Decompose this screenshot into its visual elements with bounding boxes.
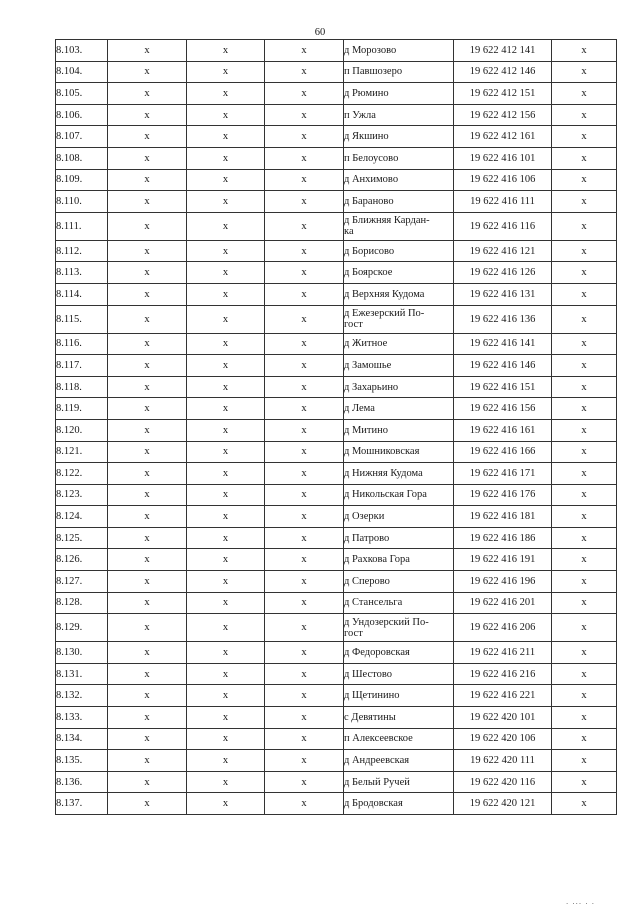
- oktmo-code-cell: 19 622 416 146: [454, 355, 552, 377]
- column-4-cell: x: [265, 614, 344, 642]
- column-4-cell: x: [265, 549, 344, 571]
- column-7-cell: x: [552, 728, 617, 750]
- settlement-name-cell: д Озерки: [344, 506, 454, 528]
- column-2-cell: x: [108, 592, 187, 614]
- table-row: [56, 484, 617, 506]
- column-2-cell: x: [108, 707, 187, 729]
- column-7-cell: x: [552, 355, 617, 377]
- oktmo-code-cell: 19 622 416 196: [454, 571, 552, 593]
- oktmo-code-cell: 19 622 420 116: [454, 771, 552, 793]
- table-row: [56, 240, 617, 262]
- table-row: [56, 355, 617, 377]
- row-number-cell: 8.109.: [56, 169, 108, 191]
- column-3-cell: x: [187, 685, 265, 707]
- column-2-cell: x: [108, 169, 187, 191]
- settlement-name-cell: д Анхимово: [344, 169, 454, 191]
- table-row: [56, 549, 617, 571]
- column-4-cell: x: [265, 355, 344, 377]
- column-2-cell: x: [108, 750, 187, 772]
- row-number-cell: 8.117.: [56, 355, 108, 377]
- column-3-cell: x: [187, 398, 265, 420]
- column-4-cell: x: [265, 771, 344, 793]
- table-row: [56, 527, 617, 549]
- column-4-cell: x: [265, 484, 344, 506]
- table-row: [56, 750, 617, 772]
- table-row: [56, 419, 617, 441]
- settlement-name-cell: д Патрово: [344, 527, 454, 549]
- row-number-cell: 8.126.: [56, 549, 108, 571]
- column-7-cell: x: [552, 212, 617, 240]
- column-4-cell: x: [265, 305, 344, 333]
- settlement-name-cell: д Рюмино: [344, 83, 454, 105]
- column-7-cell: x: [552, 527, 617, 549]
- column-2-cell: x: [108, 104, 187, 126]
- settlement-name-cell: д Замошье: [344, 355, 454, 377]
- column-4-cell: x: [265, 793, 344, 815]
- scan-artifact-dots: . ... . .: [566, 897, 596, 906]
- column-3-cell: x: [187, 376, 265, 398]
- column-7-cell: x: [552, 463, 617, 485]
- oktmo-code-cell: 19 622 420 101: [454, 707, 552, 729]
- oktmo-code-cell: 19 622 416 101: [454, 147, 552, 169]
- table-row: [56, 61, 617, 83]
- settlement-name-cell: д Верхняя Кудома: [344, 283, 454, 305]
- oktmo-code-cell: 19 622 416 141: [454, 333, 552, 355]
- column-2-cell: x: [108, 283, 187, 305]
- column-7-cell: x: [552, 441, 617, 463]
- settlement-name-cell: д Ундозерский По- гост: [344, 614, 454, 642]
- oktmo-code-cell: 19 622 416 211: [454, 642, 552, 664]
- column-4-cell: x: [265, 40, 344, 62]
- column-3-cell: x: [187, 728, 265, 750]
- row-number-cell: 8.114.: [56, 283, 108, 305]
- settlement-name-cell: д Никольская Гора: [344, 484, 454, 506]
- column-2-cell: x: [108, 262, 187, 284]
- column-4-cell: x: [265, 527, 344, 549]
- oktmo-code-cell: 19 622 416 221: [454, 685, 552, 707]
- column-2-cell: x: [108, 147, 187, 169]
- column-4-cell: x: [265, 333, 344, 355]
- column-4-cell: x: [265, 506, 344, 528]
- row-number-cell: 8.110.: [56, 191, 108, 213]
- column-2-cell: x: [108, 398, 187, 420]
- column-4-cell: x: [265, 83, 344, 105]
- settlement-name-cell: д Морозово: [344, 40, 454, 62]
- table-row: [56, 169, 617, 191]
- column-3-cell: x: [187, 663, 265, 685]
- column-3-cell: x: [187, 592, 265, 614]
- settlement-name-cell: д Бараново: [344, 191, 454, 213]
- oktmo-code-cell: 19 622 412 156: [454, 104, 552, 126]
- column-7-cell: x: [552, 169, 617, 191]
- column-2-cell: x: [108, 212, 187, 240]
- column-7-cell: x: [552, 549, 617, 571]
- column-7-cell: x: [552, 750, 617, 772]
- oktmo-code-cell: 19 622 416 111: [454, 191, 552, 213]
- settlement-name-cell: п Павшозеро: [344, 61, 454, 83]
- row-number-cell: 8.131.: [56, 663, 108, 685]
- column-7-cell: x: [552, 419, 617, 441]
- table-row: [56, 642, 617, 664]
- column-4-cell: x: [265, 728, 344, 750]
- row-number-cell: 8.107.: [56, 126, 108, 148]
- row-number-cell: 8.113.: [56, 262, 108, 284]
- column-3-cell: x: [187, 305, 265, 333]
- column-7-cell: x: [552, 707, 617, 729]
- oktmo-code-cell: 19 622 416 131: [454, 283, 552, 305]
- row-number-cell: 8.136.: [56, 771, 108, 793]
- row-number-cell: 8.119.: [56, 398, 108, 420]
- column-7-cell: x: [552, 240, 617, 262]
- row-number-cell: 8.124.: [56, 506, 108, 528]
- settlement-name-cell: д Борисово: [344, 240, 454, 262]
- column-3-cell: x: [187, 793, 265, 815]
- settlement-name-cell: д Федоровская: [344, 642, 454, 664]
- column-2-cell: x: [108, 642, 187, 664]
- oktmo-code-cell: 19 622 416 206: [454, 614, 552, 642]
- oktmo-code-cell: 19 622 416 176: [454, 484, 552, 506]
- table-row: [56, 663, 617, 685]
- column-2-cell: x: [108, 506, 187, 528]
- row-number-cell: 8.134.: [56, 728, 108, 750]
- table-row: [56, 376, 617, 398]
- column-3-cell: x: [187, 750, 265, 772]
- row-number-cell: 8.111.: [56, 212, 108, 240]
- table-row: [56, 104, 617, 126]
- row-number-cell: 8.121.: [56, 441, 108, 463]
- table-row: [56, 398, 617, 420]
- column-4-cell: x: [265, 283, 344, 305]
- column-2-cell: x: [108, 61, 187, 83]
- table-row: [56, 771, 617, 793]
- oktmo-code-cell: 19 622 412 141: [454, 40, 552, 62]
- column-7-cell: x: [552, 333, 617, 355]
- column-7-cell: x: [552, 191, 617, 213]
- column-7-cell: x: [552, 685, 617, 707]
- table-row: [56, 83, 617, 105]
- column-4-cell: x: [265, 663, 344, 685]
- settlement-name-cell: д Стансельга: [344, 592, 454, 614]
- column-3-cell: x: [187, 527, 265, 549]
- column-3-cell: x: [187, 212, 265, 240]
- column-4-cell: x: [265, 262, 344, 284]
- column-2-cell: x: [108, 549, 187, 571]
- row-number-cell: 8.106.: [56, 104, 108, 126]
- column-2-cell: x: [108, 40, 187, 62]
- column-7-cell: x: [552, 484, 617, 506]
- settlement-name-cell: д Захарьино: [344, 376, 454, 398]
- column-7-cell: x: [552, 104, 617, 126]
- column-3-cell: x: [187, 83, 265, 105]
- oktmo-code-cell: 19 622 416 151: [454, 376, 552, 398]
- oktmo-code-cell: 19 622 420 111: [454, 750, 552, 772]
- column-4-cell: x: [265, 642, 344, 664]
- column-3-cell: x: [187, 571, 265, 593]
- table-row: [56, 707, 617, 729]
- settlement-name-cell: д Белый Ручей: [344, 771, 454, 793]
- column-3-cell: x: [187, 771, 265, 793]
- column-2-cell: x: [108, 355, 187, 377]
- row-number-cell: 8.130.: [56, 642, 108, 664]
- oktmo-code-cell: 19 622 416 116: [454, 212, 552, 240]
- settlement-name-cell: д Ежезерский По- гост: [344, 305, 454, 333]
- column-7-cell: x: [552, 663, 617, 685]
- column-4-cell: x: [265, 126, 344, 148]
- column-4-cell: x: [265, 104, 344, 126]
- row-number-cell: 8.120.: [56, 419, 108, 441]
- table-row: [56, 262, 617, 284]
- row-number-cell: 8.118.: [56, 376, 108, 398]
- column-3-cell: x: [187, 169, 265, 191]
- column-4-cell: x: [265, 571, 344, 593]
- table-row: [56, 728, 617, 750]
- column-7-cell: x: [552, 126, 617, 148]
- row-number-cell: 8.105.: [56, 83, 108, 105]
- table-row: [56, 793, 617, 815]
- column-7-cell: x: [552, 147, 617, 169]
- row-number-cell: 8.116.: [56, 333, 108, 355]
- settlement-name-cell: д Нижняя Кудома: [344, 463, 454, 485]
- oktmo-code-cell: 19 622 412 146: [454, 61, 552, 83]
- column-4-cell: x: [265, 240, 344, 262]
- column-3-cell: x: [187, 355, 265, 377]
- column-2-cell: x: [108, 191, 187, 213]
- table-row: [56, 614, 617, 642]
- column-7-cell: x: [552, 305, 617, 333]
- table-row: [56, 463, 617, 485]
- row-number-cell: 8.128.: [56, 592, 108, 614]
- column-2-cell: x: [108, 663, 187, 685]
- column-7-cell: x: [552, 83, 617, 105]
- oktmo-code-cell: 19 622 416 161: [454, 419, 552, 441]
- column-3-cell: x: [187, 441, 265, 463]
- row-number-cell: 8.129.: [56, 614, 108, 642]
- settlements-table: [55, 39, 617, 815]
- column-2-cell: x: [108, 484, 187, 506]
- row-number-cell: 8.125.: [56, 527, 108, 549]
- column-2-cell: x: [108, 240, 187, 262]
- column-3-cell: x: [187, 61, 265, 83]
- oktmo-code-cell: 19 622 416 121: [454, 240, 552, 262]
- settlement-name-cell: д Бродовская: [344, 793, 454, 815]
- column-4-cell: x: [265, 147, 344, 169]
- page-number: 60: [314, 27, 326, 38]
- column-7-cell: x: [552, 61, 617, 83]
- column-3-cell: x: [187, 147, 265, 169]
- column-7-cell: x: [552, 376, 617, 398]
- row-number-cell: 8.115.: [56, 305, 108, 333]
- column-2-cell: x: [108, 771, 187, 793]
- column-4-cell: x: [265, 61, 344, 83]
- oktmo-code-cell: 19 622 416 136: [454, 305, 552, 333]
- table-row: [56, 305, 617, 333]
- column-2-cell: x: [108, 83, 187, 105]
- row-number-cell: 8.108.: [56, 147, 108, 169]
- column-7-cell: x: [552, 793, 617, 815]
- column-7-cell: x: [552, 592, 617, 614]
- row-number-cell: 8.123.: [56, 484, 108, 506]
- column-2-cell: x: [108, 728, 187, 750]
- row-number-cell: 8.133.: [56, 707, 108, 729]
- column-2-cell: x: [108, 463, 187, 485]
- table-row: [56, 283, 617, 305]
- row-number-cell: 8.122.: [56, 463, 108, 485]
- table-row: [56, 506, 617, 528]
- column-3-cell: x: [187, 333, 265, 355]
- column-2-cell: x: [108, 527, 187, 549]
- row-number-cell: 8.104.: [56, 61, 108, 83]
- table-row: [56, 40, 617, 62]
- column-7-cell: x: [552, 642, 617, 664]
- column-3-cell: x: [187, 463, 265, 485]
- column-4-cell: x: [265, 592, 344, 614]
- settlement-name-cell: с Девятины: [344, 707, 454, 729]
- column-4-cell: x: [265, 212, 344, 240]
- column-7-cell: x: [552, 398, 617, 420]
- oktmo-code-cell: 19 622 416 156: [454, 398, 552, 420]
- oktmo-code-cell: 19 622 420 121: [454, 793, 552, 815]
- column-2-cell: x: [108, 571, 187, 593]
- oktmo-code-cell: 19 622 416 106: [454, 169, 552, 191]
- table-row: [56, 126, 617, 148]
- column-2-cell: x: [108, 614, 187, 642]
- column-3-cell: x: [187, 191, 265, 213]
- column-3-cell: x: [187, 40, 265, 62]
- oktmo-code-cell: 19 622 416 171: [454, 463, 552, 485]
- table-row: [56, 191, 617, 213]
- column-7-cell: x: [552, 614, 617, 642]
- table-row: [56, 571, 617, 593]
- column-7-cell: x: [552, 771, 617, 793]
- settlement-name-cell: п Белоусово: [344, 147, 454, 169]
- row-number-cell: 8.135.: [56, 750, 108, 772]
- column-3-cell: x: [187, 104, 265, 126]
- column-3-cell: x: [187, 642, 265, 664]
- settlement-name-cell: д Митино: [344, 419, 454, 441]
- column-4-cell: x: [265, 169, 344, 191]
- settlement-name-cell: д Боярское: [344, 262, 454, 284]
- column-3-cell: x: [187, 126, 265, 148]
- table-row: [56, 147, 617, 169]
- column-3-cell: x: [187, 240, 265, 262]
- settlement-name-cell: п Алексеевское: [344, 728, 454, 750]
- column-4-cell: x: [265, 191, 344, 213]
- column-4-cell: x: [265, 463, 344, 485]
- column-7-cell: x: [552, 571, 617, 593]
- table-row: [56, 685, 617, 707]
- column-3-cell: x: [187, 549, 265, 571]
- column-4-cell: x: [265, 419, 344, 441]
- oktmo-code-cell: 19 622 412 161: [454, 126, 552, 148]
- column-4-cell: x: [265, 685, 344, 707]
- column-3-cell: x: [187, 484, 265, 506]
- table-row: [56, 333, 617, 355]
- column-3-cell: x: [187, 506, 265, 528]
- settlement-name-cell: д Якшино: [344, 126, 454, 148]
- row-number-cell: 8.103.: [56, 40, 108, 62]
- oktmo-code-cell: 19 622 416 191: [454, 549, 552, 571]
- table-row: [56, 441, 617, 463]
- column-3-cell: x: [187, 262, 265, 284]
- oktmo-code-cell: 19 622 416 186: [454, 527, 552, 549]
- column-4-cell: x: [265, 707, 344, 729]
- settlement-name-cell: п Ужла: [344, 104, 454, 126]
- column-4-cell: x: [265, 398, 344, 420]
- oktmo-code-cell: 19 622 416 126: [454, 262, 552, 284]
- oktmo-code-cell: 19 622 420 106: [454, 728, 552, 750]
- column-7-cell: x: [552, 40, 617, 62]
- column-7-cell: x: [552, 262, 617, 284]
- row-number-cell: 8.137.: [56, 793, 108, 815]
- column-4-cell: x: [265, 441, 344, 463]
- column-3-cell: x: [187, 283, 265, 305]
- column-2-cell: x: [108, 419, 187, 441]
- oktmo-code-cell: 19 622 416 181: [454, 506, 552, 528]
- column-3-cell: x: [187, 614, 265, 642]
- column-4-cell: x: [265, 750, 344, 772]
- column-7-cell: x: [552, 506, 617, 528]
- row-number-cell: 8.127.: [56, 571, 108, 593]
- oktmo-code-cell: 19 622 416 201: [454, 592, 552, 614]
- oktmo-code-cell: 19 622 412 151: [454, 83, 552, 105]
- table-row: [56, 212, 617, 240]
- table-row: [56, 592, 617, 614]
- table-body: [56, 40, 617, 815]
- column-2-cell: x: [108, 333, 187, 355]
- settlement-name-cell: д Сперово: [344, 571, 454, 593]
- column-4-cell: x: [265, 376, 344, 398]
- settlement-name-cell: д Ближняя Кардан- ка: [344, 212, 454, 240]
- settlement-name-cell: д Рахкова Гора: [344, 549, 454, 571]
- column-2-cell: x: [108, 441, 187, 463]
- column-3-cell: x: [187, 419, 265, 441]
- column-7-cell: x: [552, 283, 617, 305]
- settlement-name-cell: д Лема: [344, 398, 454, 420]
- settlement-name-cell: д Житное: [344, 333, 454, 355]
- settlement-name-cell: д Щетинино: [344, 685, 454, 707]
- column-2-cell: x: [108, 126, 187, 148]
- row-number-cell: 8.132.: [56, 685, 108, 707]
- settlement-name-cell: д Андреевская: [344, 750, 454, 772]
- oktmo-code-cell: 19 622 416 166: [454, 441, 552, 463]
- column-3-cell: x: [187, 707, 265, 729]
- row-number-cell: 8.112.: [56, 240, 108, 262]
- column-2-cell: x: [108, 305, 187, 333]
- settlement-name-cell: д Шестово: [344, 663, 454, 685]
- column-2-cell: x: [108, 376, 187, 398]
- settlement-name-cell: д Мошниковская: [344, 441, 454, 463]
- oktmo-code-cell: 19 622 416 216: [454, 663, 552, 685]
- column-2-cell: x: [108, 685, 187, 707]
- column-2-cell: x: [108, 793, 187, 815]
